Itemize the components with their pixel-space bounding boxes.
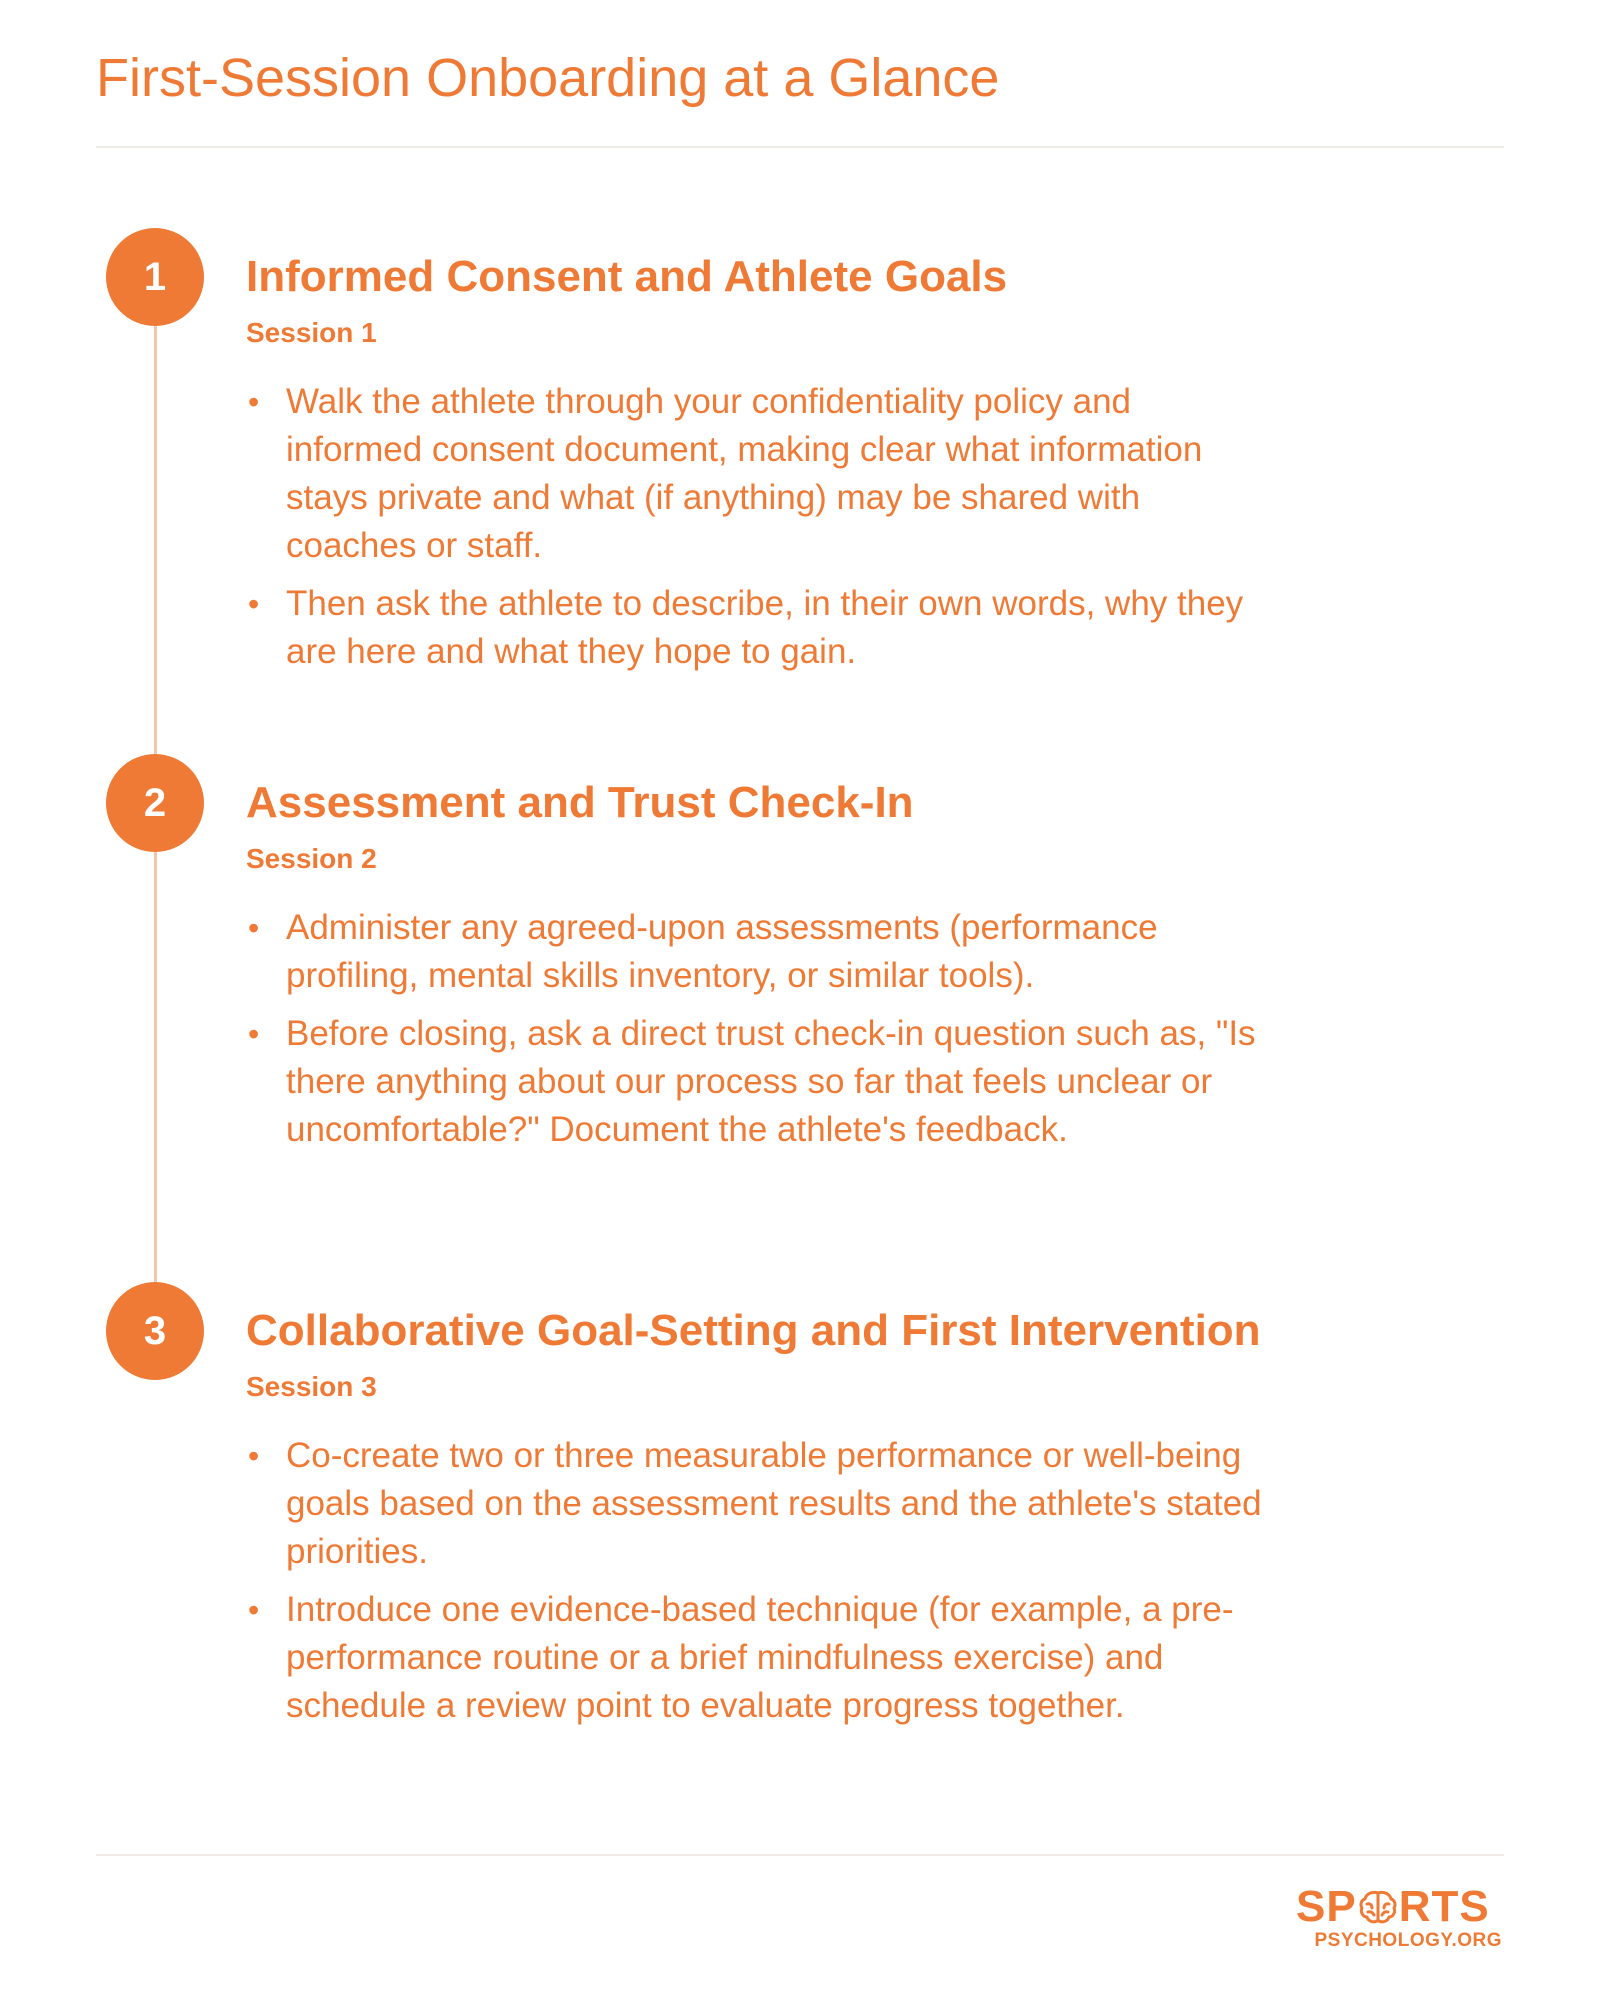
step-session-label: Session 3 xyxy=(246,1371,377,1402)
page-title: First-Session Onboarding at a Glance xyxy=(96,48,1000,108)
logo-subtitle: PSYCHOLOGY.ORG xyxy=(1314,1930,1502,1951)
bullet-item xyxy=(246,904,1266,1000)
brain-icon xyxy=(1358,1887,1398,1927)
bullet-icon: • xyxy=(248,910,260,946)
step-title: Collaborative Goal-Setting and First Intervention xyxy=(246,1306,1261,1355)
logo-word-end: RTS xyxy=(1398,1882,1490,1931)
step-session-label: Session 1 xyxy=(246,317,377,348)
bullet-item xyxy=(246,1010,1266,1154)
step-number-badge: 2 xyxy=(106,754,204,852)
logo-wordmark xyxy=(1296,1884,1490,1930)
footer-divider xyxy=(96,1854,1504,1856)
step-session-label: Session 2 xyxy=(246,843,377,874)
logo-word-start: SP xyxy=(1296,1882,1357,1931)
bullet-icon: • xyxy=(248,1016,260,1052)
step-title: Informed Consent and Athlete Goals xyxy=(246,252,1008,301)
step-title: Assessment and Trust Check-In xyxy=(246,778,914,827)
bullet-text: Administer any agreed-upon assessments (performance profiling, mental skills inventory, or similar tools). xyxy=(286,908,1158,995)
bullet-icon: • xyxy=(248,586,260,622)
bullet-icon: • xyxy=(248,1592,260,1628)
bullet-text: Then ask the athlete to describe, in their own words, why they are here and what they hope to gain. xyxy=(286,584,1244,671)
timeline-connector xyxy=(154,280,157,762)
bullet-icon: • xyxy=(248,384,260,420)
sportspsychology-logo xyxy=(1296,1884,1502,1954)
bullet-item xyxy=(246,580,1266,676)
bullet-item xyxy=(246,1432,1266,1576)
header-divider xyxy=(96,146,1504,148)
bullet-text: Before closing, ask a direct trust check-in question such as, "Is there anything about our process so far that feels unclear or uncomfortable?" Document the athlete's feedback. xyxy=(286,1014,1256,1149)
timeline-connector xyxy=(154,806,157,1290)
bullet-text: Walk the athlete through your confidentiality policy and informed consent document, making clear what information stays private and what (if anything) may be shared with coaches or staff. xyxy=(286,382,1203,565)
step-bullet-list xyxy=(246,904,1266,1164)
step-bullet-list xyxy=(246,1432,1266,1740)
step-number-badge: 1 xyxy=(106,228,204,326)
bullet-icon: • xyxy=(248,1438,260,1474)
bullet-text: Co-create two or three measurable performance or well-being goals based on the assessment results and the athlete's stated priorities. xyxy=(286,1436,1262,1571)
step-bullet-list xyxy=(246,378,1266,686)
step-number-badge: 3 xyxy=(106,1282,204,1380)
bullet-item xyxy=(246,378,1266,570)
bullet-text: Introduce one evidence-based technique (for example, a pre-performance routine or a brief mindfulness exercise) and schedule a review point to evaluate progress together. xyxy=(286,1590,1234,1725)
bullet-item xyxy=(246,1586,1266,1730)
